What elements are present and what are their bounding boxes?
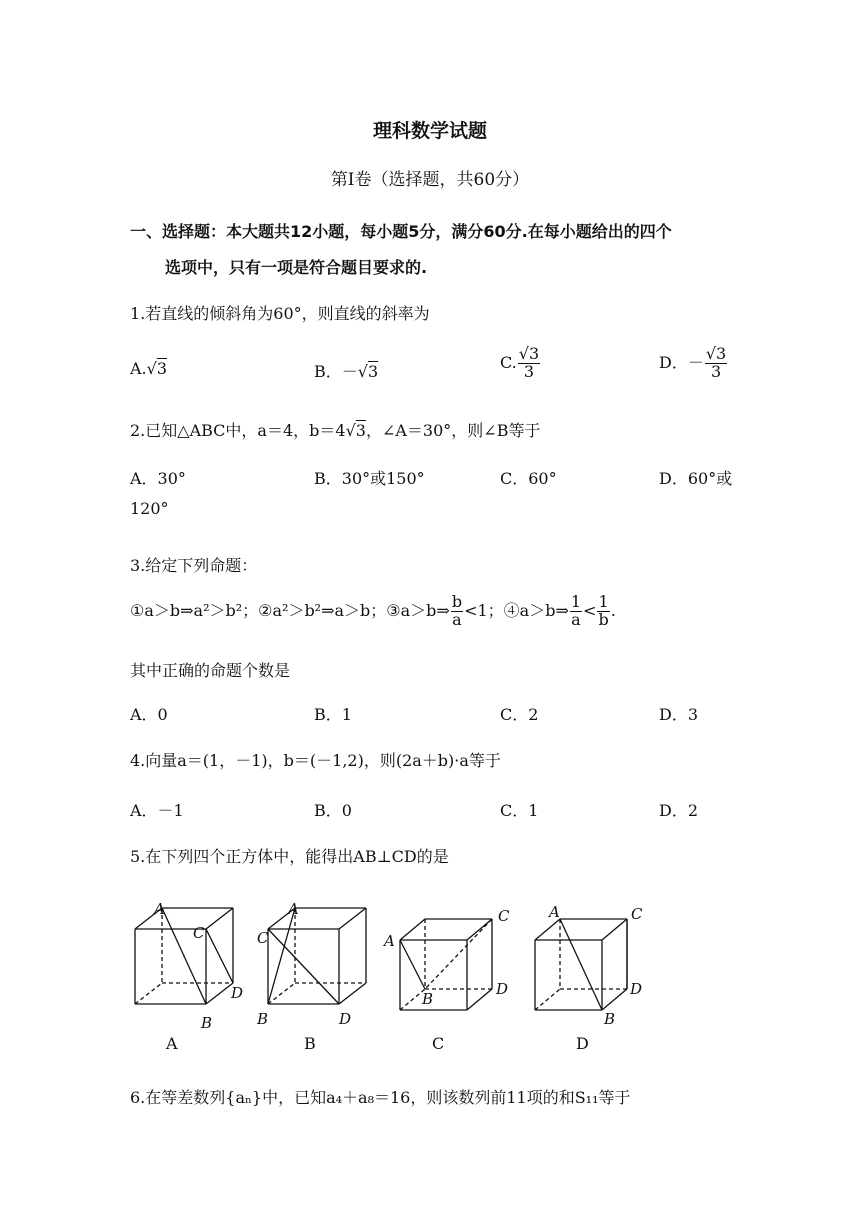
question-3-propositions: ①a＞b⇒a²＞b²；②a²＞b²⇒a＞b；③a＞b⇒ $\frac{b}{a}$ <1；④a＞b⇒ $\frac{1}{a}$ < $\frac{1}{b}$ .	[130, 592, 616, 629]
question-2-option-c: C．60°	[500, 469, 557, 488]
question-1-option-a: A.√3	[130, 359, 168, 378]
page-subtitle: 第Ⅰ卷（选择题，共60分）	[330, 170, 530, 190]
question-3-option-d: D．3	[659, 705, 699, 724]
cube-d-point-b: B	[604, 1010, 616, 1028]
cube-c	[400, 919, 492, 1010]
cube-c-point-d: D	[496, 980, 509, 998]
question-4-option-c: C．1	[500, 801, 539, 820]
cube-figures	[0, 890, 860, 1060]
cube-c-caption: C	[432, 1034, 445, 1053]
cube-c-point-c: C	[498, 907, 510, 925]
question-4-option-a: A．－1	[130, 801, 184, 820]
question-6-stem: 6.在等差数列{aₙ}中，已知a₄＋a₈＝16，则该数列前11项的和S₁₁等于	[130, 1088, 631, 1107]
cube-b-caption: B	[304, 1034, 316, 1053]
question-4-stem: 4.向量a＝(1，－1)，b＝(－1,2)，则(2a＋b)·a等于	[130, 751, 501, 770]
cube-a-point-d: D	[231, 984, 244, 1002]
cube-b-point-c: C	[257, 929, 269, 947]
cube-d	[535, 919, 627, 1010]
cube-a	[135, 908, 233, 1004]
cube-d-point-a: A	[549, 903, 560, 921]
cube-a-point-b: B	[201, 1014, 213, 1032]
section-instruction-line1: 一、选择题：本大题共12小题，每小题5分，满分60分.在每小题给出的四个	[130, 222, 672, 241]
cube-d-caption: D	[576, 1034, 589, 1053]
cube-b-point-b: B	[257, 1010, 269, 1028]
question-1-option-c: C. $\frac{√3}{3}$	[500, 344, 540, 381]
cube-c-point-a: A	[384, 932, 395, 950]
question-4-option-b: B．0	[314, 801, 352, 820]
question-3-option-a: A．0	[130, 705, 168, 724]
section-instruction-line2: 选项中，只有一项是符合题目要求的.	[165, 258, 428, 277]
question-2-option-d-wrap: 120°	[130, 499, 169, 518]
question-1-option-b: B．－√3	[314, 362, 379, 381]
question-3-stem: 3.给定下列命题：	[130, 556, 258, 575]
cube-d-point-c: C	[631, 905, 643, 923]
cube-b-point-a: A	[288, 900, 299, 918]
question-2-option-a: A．30°	[130, 469, 186, 488]
question-2-option-d: D．60°或	[659, 469, 733, 488]
cube-a-point-c: C	[193, 924, 205, 942]
question-5-stem: 5.在下列四个正方体中，能得出AB⊥CD的是	[130, 847, 449, 866]
question-2-option-b: B．30°或150°	[314, 469, 425, 488]
cube-b-point-d: D	[339, 1010, 352, 1028]
cube-a-point-a: A	[154, 900, 165, 918]
cube-a-caption: A	[166, 1034, 178, 1053]
question-2-stem: 2.已知△ABC中，a＝4，b＝4√3，∠A＝30°，则∠B等于	[130, 421, 541, 440]
question-3-ask: 其中正确的命题个数是	[130, 661, 291, 680]
question-4-option-d: D．2	[659, 801, 699, 820]
question-3-option-b: B．1	[314, 705, 352, 724]
question-3-option-c: C．2	[500, 705, 539, 724]
question-1-stem: 1.若直线的倾斜角为60°，则直线的斜率为	[130, 304, 430, 323]
cube-b	[268, 908, 366, 1004]
cube-d-point-d: D	[630, 980, 643, 998]
page-title: 理科数学试题	[372, 120, 487, 142]
question-1-option-d: D．－ $\frac{√3}{3}$	[659, 344, 727, 381]
cube-c-point-b: B	[422, 990, 434, 1008]
